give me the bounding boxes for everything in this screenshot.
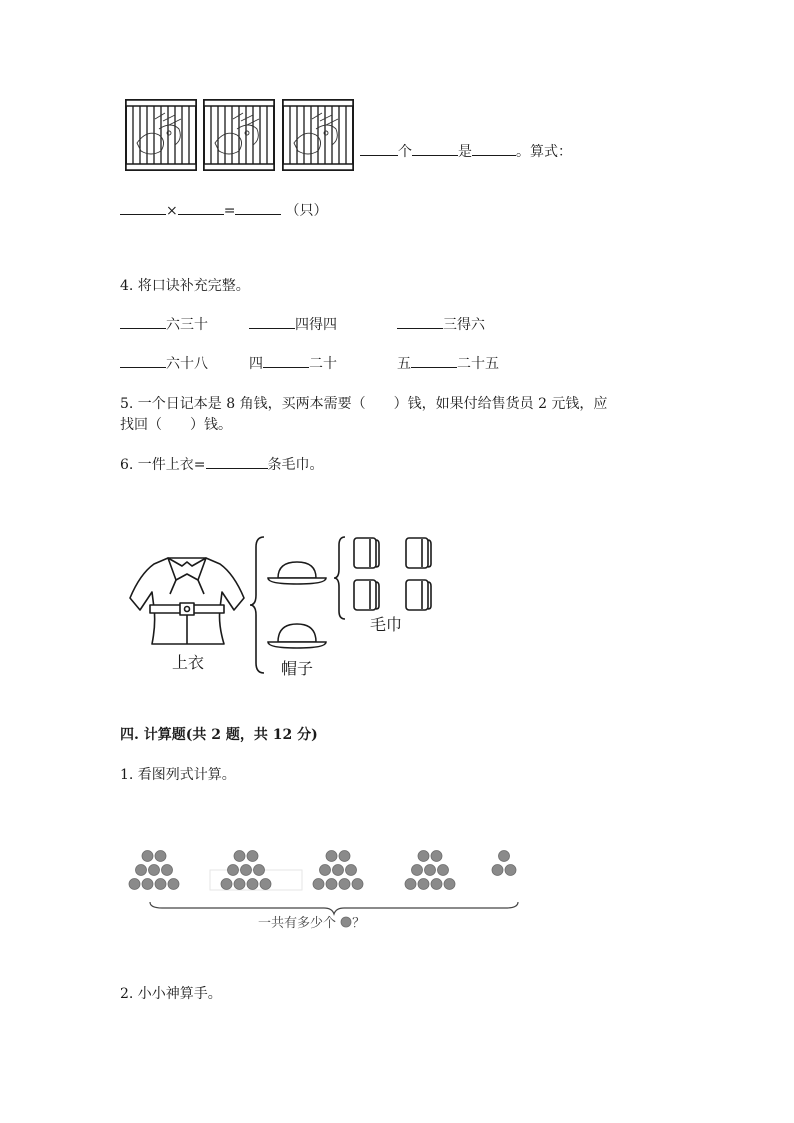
q3-sentence — [360, 141, 572, 161]
dot — [313, 879, 324, 890]
q6-blank[interactable] — [206, 454, 268, 469]
q3-equals: = — [223, 203, 236, 219]
q3-eq-blank-2[interactable] — [178, 200, 224, 215]
towel-image-4 — [404, 578, 432, 612]
q4-text-6-pre: 五 — [397, 356, 411, 372]
q5-line-2: 找回（ ）钱。 — [120, 417, 232, 433]
towel-image-3 — [352, 578, 380, 612]
bird-cage-image-2 — [203, 99, 275, 171]
bird-cage-image-3 — [282, 99, 354, 171]
section-4-title: 四. 计算题(共 2 题，共 12 分) — [120, 727, 318, 743]
dot — [333, 865, 344, 876]
q4-text-4: 六十八 — [166, 356, 208, 372]
dot — [142, 851, 153, 862]
dot — [221, 879, 232, 890]
q4-blank-6[interactable] — [411, 353, 457, 368]
dot — [320, 865, 331, 876]
q3-eq-blank-1[interactable] — [120, 200, 166, 215]
dots-caption-end: ？ — [352, 916, 366, 931]
dot — [136, 865, 147, 876]
towel-image-2 — [404, 536, 432, 570]
hat-image-2 — [266, 620, 328, 652]
dot — [142, 879, 153, 890]
towel-image-1 — [352, 536, 380, 570]
s4-q1-title: 1. 看图列式计算。 — [120, 767, 236, 783]
dot — [492, 865, 503, 876]
q4-blank-4[interactable] — [120, 353, 166, 368]
dot — [149, 865, 160, 876]
dot — [405, 879, 416, 890]
q6-title — [120, 454, 324, 474]
towel-label: 毛巾 — [370, 615, 403, 634]
dot — [326, 851, 337, 862]
coat-label: 上衣 — [172, 653, 205, 672]
dot — [505, 865, 516, 876]
q3-text-shi: 是 — [458, 144, 472, 160]
dot — [431, 879, 442, 890]
dots-caption-text: 一共有多少个 — [258, 916, 337, 931]
q4-item-2 — [249, 314, 337, 334]
q4-text-2: 四得四 — [295, 317, 337, 333]
q4-text-6-post: 二十五 — [457, 356, 499, 372]
q4-blank-3[interactable] — [397, 314, 443, 329]
dot — [155, 851, 166, 862]
q3-text-ge: 个 — [398, 144, 412, 160]
q4-blank-2[interactable] — [249, 314, 295, 329]
dot — [260, 879, 271, 890]
dot — [346, 865, 357, 876]
q3-times: × — [166, 203, 178, 219]
brace-hat — [333, 535, 347, 621]
dot — [234, 851, 245, 862]
q5-line-1: 5. 一个日记本是 8 角钱，买两本需要（ ）钱，如果付给售货员 2 元钱，应 — [120, 396, 608, 412]
dot — [254, 865, 265, 876]
dot-icon — [340, 916, 352, 928]
dot — [129, 879, 140, 890]
q4-text-5-post: 二十 — [309, 356, 337, 372]
dot — [412, 865, 423, 876]
dot — [425, 865, 436, 876]
q4-item-5 — [249, 353, 337, 373]
coat-image — [126, 552, 248, 656]
q4-text-1: 六三十 — [166, 317, 208, 333]
dot — [247, 879, 258, 890]
q6-title-pre: 6. 一件上衣= — [120, 457, 206, 473]
q3-blank-1[interactable] — [360, 141, 398, 156]
dot — [499, 851, 510, 862]
q4-item-3 — [397, 314, 485, 334]
dot — [228, 865, 239, 876]
dot — [326, 879, 337, 890]
q4-item-6 — [397, 353, 499, 373]
dots-caption — [258, 912, 365, 931]
q4-text-3: 三得六 — [443, 317, 485, 333]
dot — [444, 879, 455, 890]
hat-image-1 — [266, 558, 328, 588]
q4-blank-1[interactable] — [120, 314, 166, 329]
q4-title: 4. 将口诀补充完整。 — [120, 278, 250, 294]
q3-blank-2[interactable] — [412, 141, 458, 156]
brace-coat — [250, 535, 266, 675]
q4-blank-5[interactable] — [263, 353, 309, 368]
q3-eq-blank-3[interactable] — [235, 200, 281, 215]
dot — [418, 879, 429, 890]
dot — [438, 865, 449, 876]
q4-item-4 — [120, 353, 208, 373]
q4-text-5-pre: 四 — [249, 356, 263, 372]
dot — [418, 851, 429, 862]
q4-item-1 — [120, 314, 208, 334]
dot — [431, 851, 442, 862]
hat-label: 帽子 — [281, 659, 314, 678]
q3-unit: （只） — [285, 203, 328, 219]
dot — [352, 879, 363, 890]
bird-cage-image-1 — [125, 99, 197, 171]
q3-equation — [120, 200, 327, 220]
q3-text-formula: 。算式： — [516, 144, 572, 160]
dot — [241, 865, 252, 876]
dot — [339, 879, 350, 890]
dot — [168, 879, 179, 890]
q6-title-post: 条毛巾。 — [267, 457, 324, 473]
dot — [339, 851, 350, 862]
q3-blank-3[interactable] — [472, 141, 516, 156]
dot — [155, 879, 166, 890]
s4-q2-title: 2. 小小神算手。 — [120, 986, 222, 1002]
dot — [247, 851, 258, 862]
dot — [234, 879, 245, 890]
dot — [162, 865, 173, 876]
